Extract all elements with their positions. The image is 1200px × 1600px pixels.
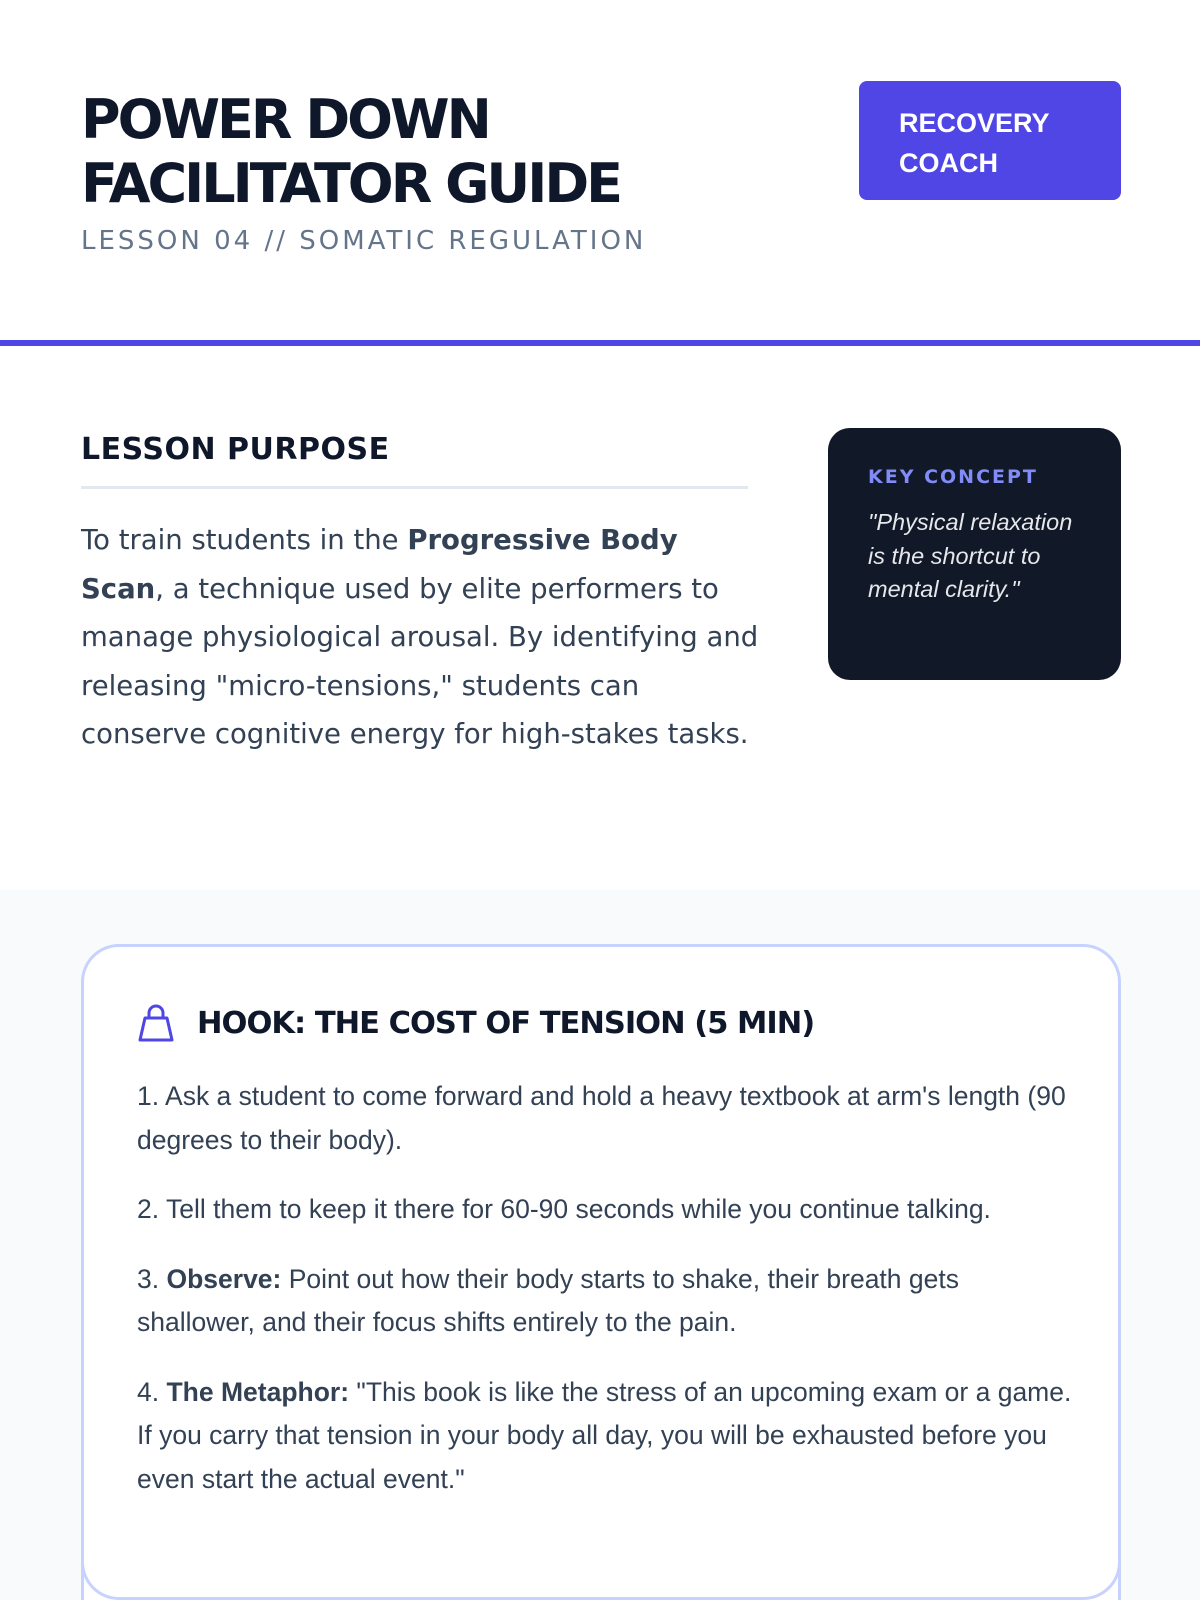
step-number: 4. <box>137 1376 160 1407</box>
hook-step <box>137 1371 1077 1502</box>
step-text: Point out how their body starts to shake, their breath gets shallower, and their focus shifts entirely to the pain. <box>137 1263 959 1337</box>
purpose-heading: LESSON PURPOSE <box>81 432 390 467</box>
purpose-rule <box>81 486 748 489</box>
kettlebell-icon <box>136 1003 176 1045</box>
page-title-line-2: FACILITATOR GUIDE <box>81 152 621 215</box>
role-badge-line-2: COACH <box>899 148 998 178</box>
lesson-subtitle: LESSON 04 // SOMATIC REGULATION <box>81 226 647 256</box>
step-text: "This book is like the stress of an upcoming exam or a game. If you carry that tension in your body all day, you will be exhausted before you even start the actual event." <box>137 1376 1072 1494</box>
page-title <box>81 88 781 216</box>
purpose-technique-name: Progressive Body Scan <box>81 524 678 605</box>
page-header <box>0 0 1200 340</box>
hook-step <box>137 1075 1077 1162</box>
key-concept-quote: "Physical relaxation is the shortcut to mental clarity." <box>868 509 1073 602</box>
step-number: 2. <box>137 1194 160 1224</box>
hook-steps <box>137 1075 1077 1527</box>
key-concept-card <box>828 428 1121 680</box>
role-badge-line-1: RECOVERY <box>899 108 1050 138</box>
purpose-text-start: To train students in the <box>81 524 408 556</box>
header-divider <box>0 340 1200 346</box>
step-text: Ask a student to come forward and hold a heavy textbook at arm's length (90 degrees to their body). <box>137 1081 1066 1155</box>
step-number: 3. <box>137 1263 160 1294</box>
hook-step <box>137 1188 1077 1232</box>
role-badge <box>859 81 1121 200</box>
purpose-text <box>81 516 761 759</box>
step-number: 1. <box>137 1081 160 1111</box>
key-concept-label: KEY CONCEPT <box>868 466 1038 488</box>
hook-step <box>137 1258 1077 1345</box>
hook-title: HOOK: THE COST OF TENSION (5 MIN) <box>197 1006 815 1041</box>
step-emphasis: Observe: <box>166 1263 282 1294</box>
step-text: Tell them to keep it there for 60-90 seconds while you continue talking. <box>166 1194 991 1224</box>
page-title-line-1: POWER DOWN <box>81 88 489 151</box>
step-emphasis: The Metaphor: <box>166 1376 350 1407</box>
purpose-text-end: , a technique used by elite performers to manage physiological arousal. By identifying and releasing "micro-tensions," students can conserve cognitive energy for high-stakes tasks. <box>81 572 759 751</box>
hook-card-bottom <box>81 1560 1121 1600</box>
